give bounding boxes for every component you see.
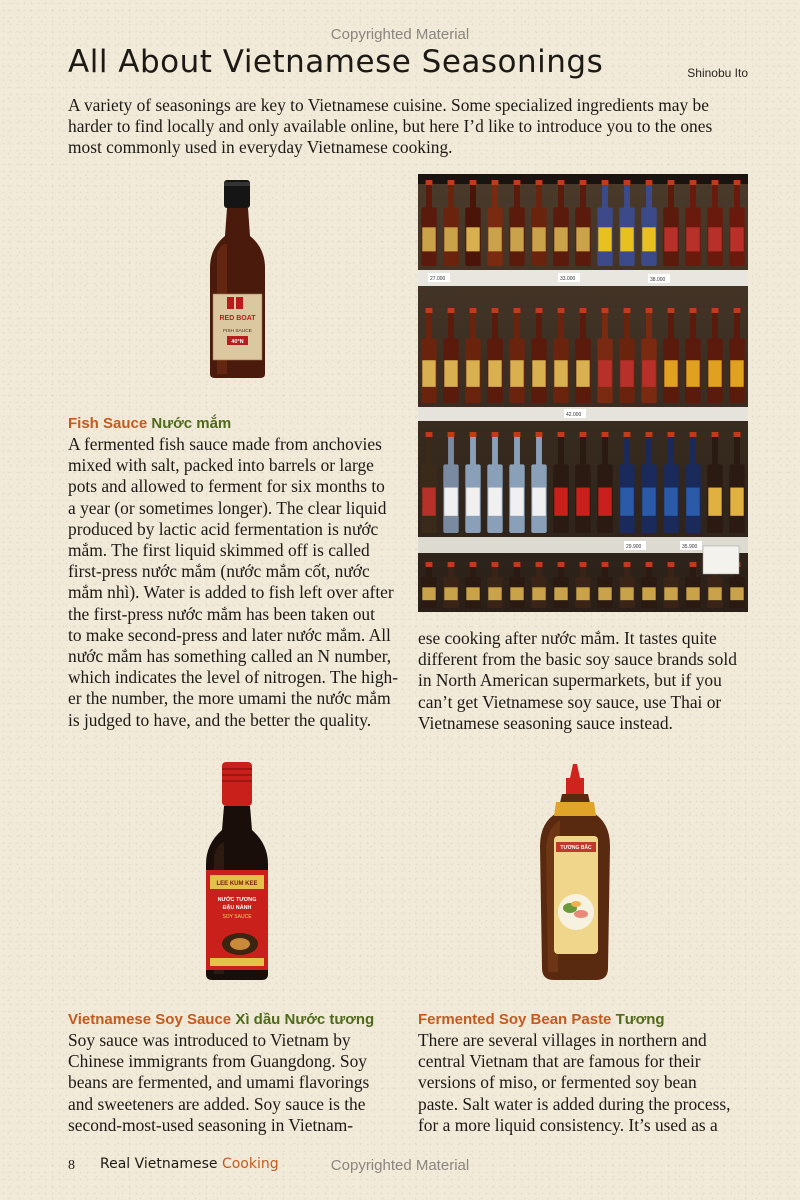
soy-sauce-line: Chinese immigrants from Guangdong. Soy <box>68 1051 367 1072</box>
shelf-bottle-label <box>708 360 721 387</box>
shelf-bottle-neck <box>734 432 740 466</box>
shelf-bottle-cap <box>558 308 565 313</box>
soy-paste-line: for a more liquid consistency. It’s used as a <box>418 1114 718 1135</box>
shelf-bottle-cap <box>426 562 433 567</box>
shelf-bottle-label <box>664 587 677 600</box>
fish-sauce-line: nước mắm has something called an N number, <box>68 646 392 667</box>
shelf-bottle-label <box>488 587 501 600</box>
shelf-bottle-label <box>598 488 611 516</box>
shelf-bottle-label <box>708 227 721 251</box>
shelf-bottle-label <box>686 488 699 516</box>
soy-paste-name-vn: Tương <box>615 1011 665 1028</box>
fish-sauce-line: mắm. The first liquid skimmed off is called <box>68 540 370 561</box>
shelf-bottle-label <box>488 488 501 516</box>
shelf-bottle-neck <box>712 432 718 466</box>
shelf-bottle-label <box>576 587 589 600</box>
soy-sauce-heading <box>68 1011 374 1028</box>
shelf-bottle-label <box>620 587 633 600</box>
shelf-bottle-label <box>620 360 633 387</box>
shelf-bottle-label <box>642 488 655 516</box>
price-tag: 42.000 <box>566 412 582 418</box>
fish-sauce-line: which indicates the level of nitrogen. The high- <box>68 667 399 688</box>
fish-sauce-heading <box>68 415 231 432</box>
shelf-bottle-cap <box>668 562 675 567</box>
shelf-bottle-cap <box>690 180 697 185</box>
shelf-bottle-neck <box>646 432 652 466</box>
shelf-bottle-label <box>532 587 545 600</box>
soy-bean-paste-bottle-image <box>536 762 614 984</box>
shelf-bottle-cap <box>536 562 543 567</box>
shelf-bottle-label <box>686 227 699 251</box>
shelf-bottle-cap <box>448 432 455 437</box>
shelf-bottle-cap <box>646 562 653 567</box>
shelf-bottle-label <box>466 587 479 600</box>
soy-paste-name-en: Fermented Soy Bean Paste <box>418 1011 612 1028</box>
soy-continued-line: can’t get Vietnamese soy sauce, use Thai or <box>418 691 722 712</box>
shelf-bottle-label <box>664 227 677 251</box>
author-name: Shinobu Ito <box>687 66 748 80</box>
shelf-bottle-cap <box>448 562 455 567</box>
shelf-bottle-label <box>510 488 523 516</box>
shelf-bottle-cap <box>690 562 697 567</box>
soy-sauce-name-vn: Xì dầu Nước tương <box>235 1011 375 1028</box>
shelf-bottle-cap <box>514 180 521 185</box>
copyright-watermark-bottom: Copyrighted Material <box>330 1157 470 1174</box>
shelf-bottle-cap <box>470 432 477 437</box>
soy-paste-label-text: TƯƠNG BẮC <box>560 845 592 851</box>
shelf-bottle-cap <box>492 180 499 185</box>
shelf-bottle-label <box>422 360 435 387</box>
shelf-bottle-cap <box>690 432 697 437</box>
shelf-bottle-label <box>730 488 743 516</box>
shelf-bottle-cap <box>492 562 499 567</box>
fish-sauce-label-number: 40°N <box>231 339 244 345</box>
shelf-bottle-cap <box>602 432 609 437</box>
shelf-bottle-label <box>598 587 611 600</box>
shelf-bottle-cap <box>712 432 719 437</box>
shelf-bottle-label <box>642 360 655 387</box>
shelf-bottle-cap <box>624 562 631 567</box>
shelf-bottle-neck <box>602 432 608 466</box>
shelf-bottle-cap <box>448 180 455 185</box>
price-tag: 27.000 <box>430 276 446 282</box>
shelf-bottle-label <box>730 360 743 387</box>
shelf-bottle-cap <box>712 180 719 185</box>
shelf-bottle-cap <box>492 432 499 437</box>
shelf-bottle-cap <box>602 180 609 185</box>
shelf-bottle-label <box>708 587 721 600</box>
shelf-bottle-cap <box>734 180 741 185</box>
fish-sauce-paragraph <box>68 434 403 731</box>
shelf-bottle-cap <box>536 180 543 185</box>
price-tag: 35.900 <box>682 544 698 550</box>
shelf-bottle-neck <box>514 432 520 466</box>
intro-line: harder to find locally and only available online, but here I’d like to introduce you to the ones <box>68 116 713 137</box>
shelf-bottle-neck <box>690 432 696 466</box>
shelf-bottle-label <box>444 227 457 251</box>
shelf-bottle-cap <box>448 308 455 313</box>
soy-sauce-line: and sweeteners are added. Soy sauce is the <box>68 1093 366 1114</box>
shelf-bottle-cap <box>426 180 433 185</box>
shelf-bottle-label <box>444 360 457 387</box>
shelf-bottle-label <box>554 488 567 516</box>
shelf-bottle-cap <box>624 180 631 185</box>
shelf-bottle-label <box>554 587 567 600</box>
soy-paste-line: versions of miso, or fermented soy bean <box>418 1072 697 1093</box>
shelf-bottle-neck <box>536 432 542 466</box>
shelf-bottle-label <box>620 227 633 251</box>
shelf-bottle-cap <box>470 180 477 185</box>
shelf-bottle-label <box>576 227 589 251</box>
shelf-bottle-cap <box>426 308 433 313</box>
fish-sauce-line: the first-press nước mắm has been taken out <box>68 603 375 624</box>
shelf-bottle-cap <box>580 562 587 567</box>
shelf-bottle-label <box>554 227 567 251</box>
fish-sauce-label-brand: RED BOAT <box>219 315 256 322</box>
shelf-bottle-label <box>620 488 633 516</box>
fish-sauce-line: mixed with salt, packed into barrels or large <box>68 455 374 476</box>
shelf-bottle-neck <box>580 432 586 466</box>
soy-continued-line: ese cooking after nước mắm. It tastes quite <box>418 628 717 648</box>
soy-sauce-name-en: Vietnamese Soy Sauce <box>68 1011 232 1028</box>
soy-paste-line: central Vietnam that are famous for their <box>418 1051 701 1072</box>
shelf-bottle-cap <box>580 308 587 313</box>
shelf-bottle-label <box>708 488 721 516</box>
soy-paste-line: There are several villages in northern and <box>418 1030 707 1050</box>
shelf-bottle-cap <box>734 432 741 437</box>
fish-sauce-line: A fermented fish sauce made from anchovies <box>68 434 382 454</box>
intro-line: A variety of seasonings are key to Vietnamese cuisine. Some specialized ingredients may be <box>68 95 709 115</box>
shelf-bottle-cap <box>514 432 521 437</box>
shelf-bottle-neck <box>492 432 498 466</box>
fish-sauce-bottle-image <box>205 178 270 380</box>
fish-sauce-line: mắm nhì). Water is added to fish left over after <box>68 582 394 603</box>
shelf-bottle-cap <box>646 432 653 437</box>
soy-sauce-bottle-image <box>202 760 272 982</box>
soy-sauce-line: Soy sauce was introduced to Vietnam by <box>68 1030 351 1050</box>
shelf-bottle-cap <box>536 308 543 313</box>
page-number: 8 <box>68 1158 75 1173</box>
shelf-bottle-neck <box>668 432 674 466</box>
shelf-bottle-label <box>532 360 545 387</box>
shelf-bottle-label <box>576 360 589 387</box>
shelf-bottle-label <box>664 488 677 516</box>
shelf-bottle-label <box>532 488 545 516</box>
shelf-bottle-label <box>686 360 699 387</box>
shelf-bottle-cap <box>712 308 719 313</box>
shelf-bottle-label <box>642 587 655 600</box>
soy-sauce-label-line1: NƯỚC TƯƠNG <box>217 897 257 903</box>
shelf-bottle-cap <box>580 180 587 185</box>
price-tag: 38.000 <box>650 277 666 283</box>
book-title-part2: Cooking <box>221 1156 279 1172</box>
soy-sauce-label-brand: LEE KUM KEE <box>216 881 258 887</box>
fish-sauce-line: er the number, the more umami the nước mắm <box>68 688 391 709</box>
shelf-bottle-label <box>422 587 435 600</box>
soy-sauce-continued-paragraph <box>418 628 753 734</box>
book-title-part1: Real Vietnamese <box>100 1156 218 1172</box>
shelf-bottle-cap <box>690 308 697 313</box>
shelf-bottle-cap <box>602 562 609 567</box>
copyright-watermark-top: Copyrighted Material <box>330 26 470 43</box>
soy-sauce-line: beans are fermented, and umami flavorings <box>68 1072 370 1093</box>
soy-paste-heading <box>418 1011 665 1028</box>
shelf-bottle-label <box>466 360 479 387</box>
shelf-bottle-cap <box>470 308 477 313</box>
fish-sauce-line: pots and allowed to ferment for six months to <box>68 476 385 497</box>
shelf-bottle-cap <box>646 180 653 185</box>
shelf-bottle-cap <box>536 432 543 437</box>
shelf-bottle-label <box>488 227 501 251</box>
shelf-bottle-label <box>598 227 611 251</box>
shelf-bottle-cap <box>558 432 565 437</box>
shelf-bottle-label <box>686 587 699 600</box>
shelf-bottle-label <box>510 227 523 251</box>
price-tag: 29.900 <box>626 544 642 550</box>
shelf-bottle-label <box>444 587 457 600</box>
shelf-bottle-label <box>466 227 479 251</box>
soy-continued-line: different from the basic soy sauce brands sold <box>418 649 737 670</box>
shelf-bottle-neck <box>426 432 432 466</box>
shelf-bottle-cap <box>470 562 477 567</box>
fish-sauce-name-vn: Nước mắm <box>151 415 232 432</box>
shelf-bottle-cap <box>558 562 565 567</box>
soy-continued-line: in North American supermarkets, but if you <box>418 670 722 691</box>
shelf-bottle-cap <box>668 180 675 185</box>
fish-sauce-line: first-press nước mắm (nước mắm cốt, nước <box>68 561 370 582</box>
fish-sauce-name-en: Fish Sauce <box>68 415 148 432</box>
shelf-bottle-cap <box>580 432 587 437</box>
soy-sauce-line: second-most-used seasoning in Vietnam- <box>68 1114 354 1135</box>
shelf-bottle-label <box>510 587 523 600</box>
shelf-bottle-label <box>598 360 611 387</box>
intro-line: most commonly used in everyday Vietnamese cooking. <box>68 137 453 158</box>
shelf-bottle-label <box>466 488 479 516</box>
shelf-bottle-label <box>532 227 545 251</box>
shelf-bottle-label <box>576 488 589 516</box>
fish-sauce-line: produced by lactic acid fermentation is nước <box>68 518 379 539</box>
soy-sauce-paragraph <box>68 1030 403 1136</box>
shelf-bottle-cap <box>624 432 631 437</box>
shelf-bottle-neck <box>558 432 564 466</box>
shelf-bottle-label <box>554 360 567 387</box>
shelf-bottle-neck <box>448 432 454 466</box>
fish-sauce-label-type: FISH SAUCE <box>223 329 252 334</box>
fish-sauce-line: a year (or sometimes longer). The clear liquid <box>68 497 387 518</box>
shelf-bottle-label <box>642 227 655 251</box>
shelf-bottle-label <box>444 488 457 516</box>
soy-continued-line: Vietnamese seasoning sauce instead. <box>418 712 673 733</box>
soy-sauce-label-line3: SOY SAUCE <box>222 914 252 920</box>
shelf-bottle-cap <box>514 562 521 567</box>
soy-paste-line: paste. Salt water is added during the process, <box>418 1093 731 1114</box>
shelf-bottle-cap <box>492 308 499 313</box>
intro-paragraph <box>68 95 758 159</box>
soy-sauce-label-line2: ĐẬU NÀNH <box>222 905 252 911</box>
shelf-bottle-cap <box>668 308 675 313</box>
fish-sauce-line: is judged to have, and the better the quality. <box>68 709 372 730</box>
shelf-bottle-cap <box>426 432 433 437</box>
shelf-bottle-label <box>664 360 677 387</box>
shelf-bottle-cap <box>602 308 609 313</box>
fish-sauce-line: to make second-press and later nước mắm. All <box>68 624 391 645</box>
shelf-bottle-label <box>422 227 435 251</box>
soy-paste-paragraph <box>418 1030 758 1136</box>
price-tag: 33.000 <box>560 276 576 282</box>
shelf-bottle-label <box>422 488 435 516</box>
shelf-bottle-neck <box>470 432 476 466</box>
shelf-bottle-cap <box>734 308 741 313</box>
shelf-bottle-neck <box>624 432 630 466</box>
shelf-bottle-cap <box>668 432 675 437</box>
shelf-bottle-label <box>488 360 501 387</box>
shelf-bottle-cap <box>558 180 565 185</box>
store-shelf-photo <box>418 174 748 612</box>
shelf-bottle-label <box>730 587 743 600</box>
page-title: All About Vietnamese Seasonings <box>68 44 604 80</box>
shelf-bottle-cap <box>514 308 521 313</box>
shelf-bottle-label <box>510 360 523 387</box>
shelf-bottle-label <box>730 227 743 251</box>
shelf-bottle-cap <box>624 308 631 313</box>
shelf-bottle-cap <box>646 308 653 313</box>
